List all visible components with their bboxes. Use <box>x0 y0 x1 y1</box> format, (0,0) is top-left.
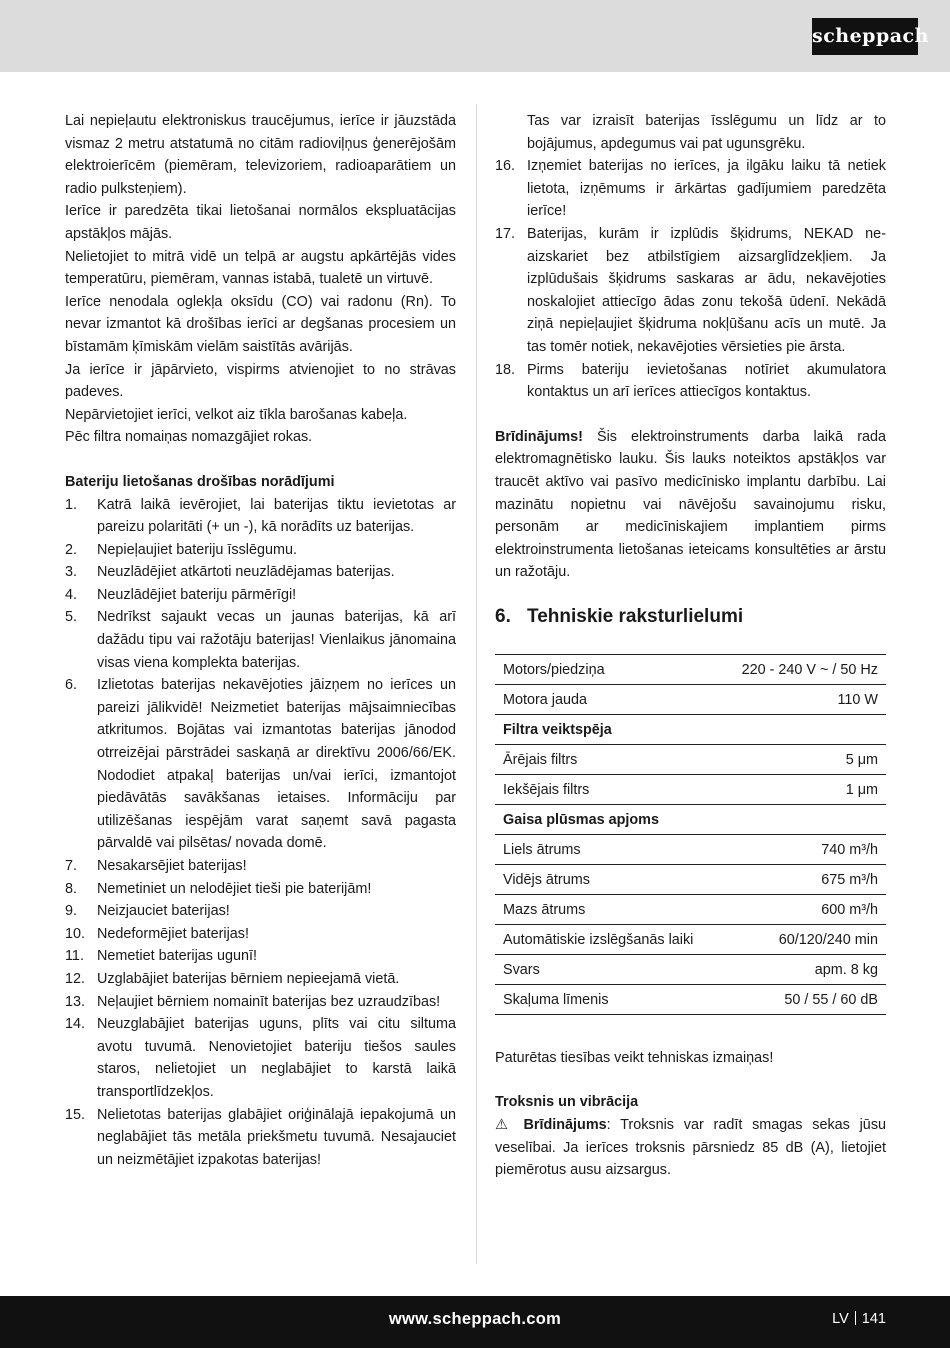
intro-paragraph: Lai nepieļautu elektroniskus traucējumus, ierīce ir jāuzstāda vismaz 2 metru atstatumā no citām radioviļņus ģenerējošām elektroierīcēm (piemēram, televizoriem, radioaparātiem un radio pulksteņiem). <box>65 113 456 197</box>
battery-safety-heading: Bateriju lietošanas drošības norādījumi <box>65 473 335 490</box>
list-item: 18. Pirms bateriju ievietošanas notīriet akumulatora kontaktus un arī ierīces attiecīgos kontaktus. <box>495 361 886 401</box>
intro-paragraph: Nepārvietojiet ierīci, velkot aiz tīkla barošanas kabeļa. <box>65 406 408 423</box>
spec-row <box>495 984 886 1014</box>
list-item: 17. Baterijas, kurām ir izplūdis šķidrums, NEKAD neaizskariet bez atbilstīgiem aizsarglīdzekļiem. Ja izplūdušais šķidrums saskaras ar ādu, nekavējoties noskalojiet attiecīgo ādas zonu tekošā ūdenī. Nekādā ziņā nepieļaujiet šķidruma nokļūšanu acīs un mutē. Ja tas tomēr notiek, nekavējoties vērsieties pie ārsta. <box>495 225 886 355</box>
spec-label: Automātiskie izslēgšanās laiki <box>495 924 720 954</box>
spec-label: Filtra veiktspēja <box>495 714 720 744</box>
rights-note: Paturētas tiesības veikt tehniskas izmaiņas! <box>495 1049 774 1066</box>
spec-label: Motors/piedziņa <box>495 654 720 684</box>
warning-triangle-icon: ⚠ <box>495 1117 514 1134</box>
column-divider <box>476 104 477 1264</box>
spec-label: Motora jauda <box>495 684 720 714</box>
spec-row <box>495 744 886 774</box>
list-item: 11. Nemetiet baterijas ugunī! <box>65 948 257 965</box>
page-header <box>0 0 950 72</box>
right-column <box>495 110 886 1182</box>
spec-value: 675 m³/h <box>720 864 886 894</box>
intro-paragraph: Ierīce nenodala oglekļa oksīdu (CO) vai radonu (Rn). To nevar izmantot kā drošības ierīci ar degšanas procesiem un bīstamām ķīmiskām vielām saistītās avārijās. <box>65 293 456 355</box>
list-item: 15. Nelietotas baterijas glabājiet oriģinālajā iepakojumā un neglabājiet tās metāla priekšmetu tuvumā. Nesajauciet un neizmētājiet izpakotas baterijas! <box>65 1106 456 1168</box>
intro-paragraph: Ierīce ir paredzēta tikai lietošanai normālos ekspluatācijas apstākļos mājās. <box>65 203 456 242</box>
spec-value: apm. 8 kg <box>720 954 886 984</box>
list-item: 16. Izņemiet baterijas no ierīces, ja ilgāku laiku tā netiek lietota, izņēmums ir ārkārtas gadījumiem paredzēta ierīce! <box>495 158 886 220</box>
spec-row <box>495 924 886 954</box>
spec-row <box>495 894 886 924</box>
spec-label: Vidējs ātrums <box>495 864 720 894</box>
list-item: 2. Nepieļaujiet bateriju īsslēgumu. <box>65 541 297 558</box>
spec-row <box>495 864 886 894</box>
list-item: 10. Nedeformējiet baterijas! <box>65 925 249 942</box>
specs-table <box>495 654 886 1015</box>
spec-row <box>495 654 886 684</box>
list-item: 7. Nesakarsējiet baterijas! <box>65 858 247 874</box>
list-item: 1. Katrā laikā ievērojiet, lai baterijas tiktu ievietotas ar pareizu polaritāti (+ un -), kā norādīts uz baterijas. <box>65 496 456 536</box>
list-item: 9. Neizjauciet baterijas! <box>65 903 230 920</box>
spec-row <box>495 684 886 714</box>
spec-value <box>720 804 886 834</box>
list-item: 12. Uzglabājiet baterijas bērniem nepieejamā vietā. <box>65 970 400 987</box>
spec-label: Iekšējais filtrs <box>495 774 720 804</box>
list-item: 8. Nemetiniet un nelodējiet tieši pie baterijām! <box>65 880 372 897</box>
emf-warning: Brīdinājums! Šis elektroinstruments darba laikā rada elektromagnētisko lauku. Šis lauks noteiktos apstākļos var traucēt aktīvo vai pasīvo medicīnisko implantu darbību. Lai mazinātu nopietnu vai nāvējošu savainojumu risku, personām ar medicīniskajiem implantiem pirms elektroinstrumenta lietošanas ieteicams konsultēties ar ārstu un ražotāju. <box>495 428 886 581</box>
spec-label: Gaisa plūsmas apjoms <box>495 804 720 834</box>
spec-label: Mazs ātrums <box>495 894 720 924</box>
spec-label: Ārējais filtrs <box>495 744 720 774</box>
list-item: 13. Neļaujiet bērniem nomainīt baterijas bez uzraudzības! <box>65 993 441 1010</box>
left-column <box>65 110 456 1171</box>
list-item: 6. Izlietotas baterijas nekavējoties jāizņem no ierīces un pareizi jālikvidē! Neizmetiet baterijas mājsaimniecības atkritumos. Bojātas vai izmantotas baterijas jānodod otrreizējai pārstrādei saskaņā ar direktīvu 2006/66/EK. Nododiet atpakaļ baterijas un/vai ierīci, izmantojot piedāvātās savākšanas ietaises. Informāciju par utilizēšanas iespējām varat saņemt savā pagasta pārvaldē vai pilsētas/ novada domē. <box>65 677 456 852</box>
spec-value <box>720 714 886 744</box>
spec-value: 60/120/240 min <box>720 924 886 954</box>
website-link[interactable]: www.scheppach.com <box>388 1310 562 1328</box>
page-footer <box>0 1296 950 1348</box>
spec-label: Svars <box>495 954 720 984</box>
spec-value: 5 μm <box>720 744 886 774</box>
spec-row <box>495 954 886 984</box>
spec-value: 220 - 240 V ~ / 50 Hz <box>720 654 886 684</box>
noise-warning: ⚠ Brīdinājums: Troksnis var radīt smagas sekas jūsu veselībai. Ja ierīces troksnis pārsniedz 85 dB (A), lietojiet piemērotus ausu aizsargus. <box>495 1117 887 1179</box>
scheppach-logo: scheppach <box>812 18 918 55</box>
section-heading: 6. Tehniskie raksturlielumi <box>495 605 744 627</box>
list-item: 3. Neuzlādējiet atkārtoti neuzlādējamas baterijas. <box>65 564 395 581</box>
spec-value: 740 m³/h <box>720 834 886 864</box>
spec-label: Skaļuma līmenis <box>495 984 720 1014</box>
spec-label: Liels ātrums <box>495 834 720 864</box>
noise-heading: Troksnis un vibrācija <box>495 1094 639 1111</box>
spec-row <box>495 804 886 834</box>
battery-safety-list <box>65 494 456 1172</box>
list-item: 14. Neuzglabājiet baterijas uguns, plīts vai citu siltuma avotu tuvumā. Nenovietojiet bateriju tiešos saules staros, nelietojiet un neglabājiet to karstā laikā transportlīdzekļos. <box>65 1016 456 1100</box>
spec-value: 110 W <box>720 684 886 714</box>
intro-paragraph: Pēc filtra nomaiņas nomazgājiet rokas. <box>65 429 313 446</box>
list-item: 5. Nedrīkst sajaukt vecas un jaunas baterijas, kā arī dažādu tipu vai ražotāju baterijas! Vienlaikus jānomaina visas viena komplekta baterijas. <box>65 609 456 671</box>
spec-value: 600 m³/h <box>720 894 886 924</box>
spec-row <box>495 834 886 864</box>
spec-value: 1 μm <box>720 774 886 804</box>
spec-row <box>495 774 886 804</box>
spec-row <box>495 714 886 744</box>
list-item-continuation: Tas var izraisīt baterijas īsslēgumu un līdz ar to bojājumus, apdegumus vai pat ugunsgrēku. <box>527 113 886 152</box>
intro-paragraph: Ja ierīce ir jāpārvieto, vispirms atvienojiet to no strāvas padeves. <box>65 361 456 401</box>
warning-label: Brīdinājums! <box>495 428 583 445</box>
spec-value: 50 / 55 / 60 dB <box>720 984 886 1014</box>
list-item: 4. Neuzlādējiet bateriju pārmērīgi! <box>65 586 297 603</box>
battery-safety-list-continued <box>495 110 886 404</box>
page-number: LV 141 <box>832 1311 886 1327</box>
intro-paragraph: Nelietojiet to mitrā vidē un telpā ar augstu apkārtējās vides temperatūru, piemēram, vannas istabā, tualetē un virtuvē. <box>65 248 456 288</box>
